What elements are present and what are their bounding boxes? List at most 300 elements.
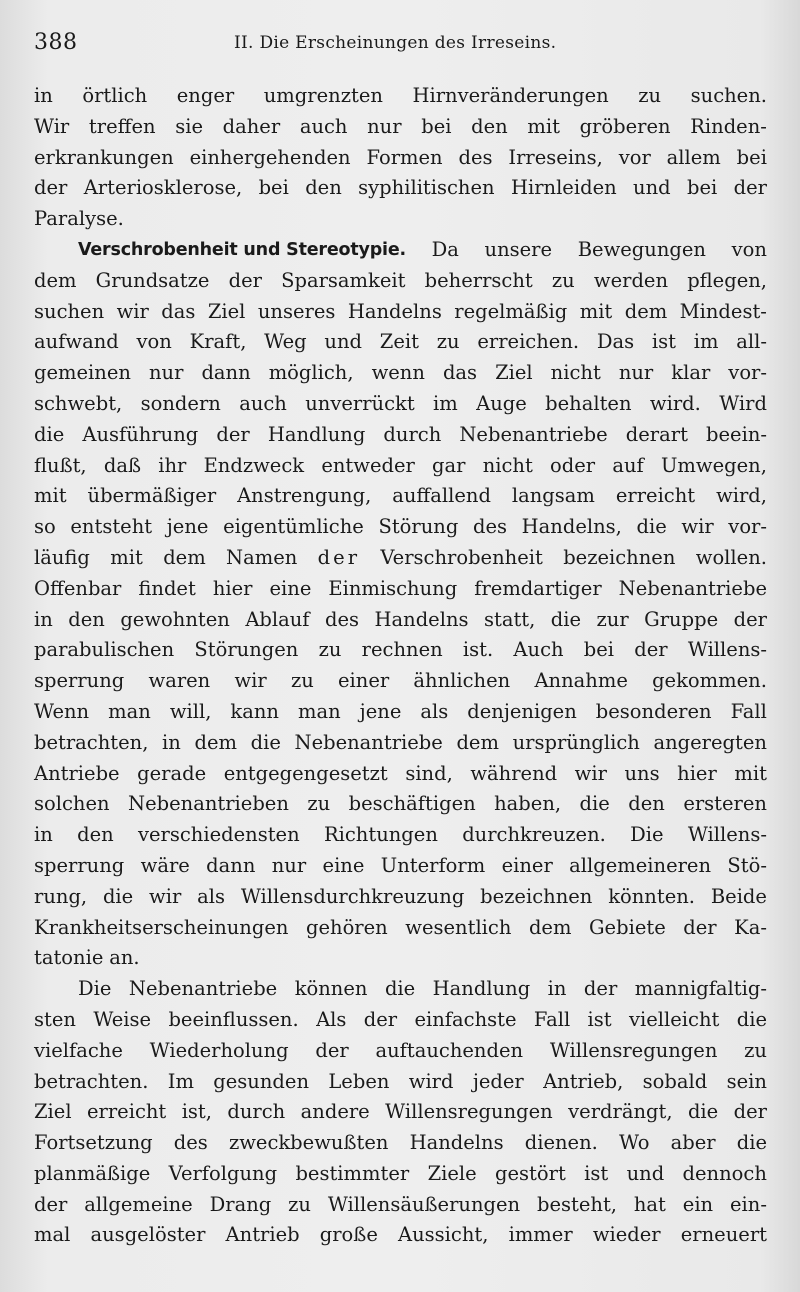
word: Krankheitserscheinungen (34, 915, 289, 939)
word: erneuert (680, 1223, 767, 1247)
word: Zeit (379, 330, 419, 354)
word: allgemeine (84, 1192, 193, 1216)
word: waren (148, 669, 211, 693)
word: treffen (88, 114, 156, 138)
word: können (294, 977, 368, 1001)
word: beherrscht (424, 268, 533, 292)
word: mit (110, 545, 143, 569)
text-line (34, 1067, 767, 1098)
word: zu (288, 1192, 311, 1216)
word: mit (34, 484, 67, 508)
word: Einmischung (328, 576, 458, 600)
word: hat (633, 1192, 666, 1216)
word: die (579, 792, 610, 816)
word: Handelns (409, 1131, 504, 1155)
text-line (34, 789, 767, 820)
word: Störung (378, 515, 459, 539)
word: Unterform (380, 853, 486, 877)
text-line (34, 512, 767, 543)
word: Die (630, 823, 664, 847)
word: gerade (137, 761, 207, 785)
word: beeinflussen. (168, 1007, 299, 1031)
text-line (34, 358, 767, 389)
word: ist (587, 1007, 612, 1031)
word: eine (269, 576, 312, 600)
word: pflegen, (687, 268, 767, 292)
word: einfachste (414, 1007, 517, 1031)
word: auch (239, 391, 287, 415)
page-number: 388 (34, 30, 78, 55)
word: die (102, 884, 134, 908)
word: Handlung (432, 977, 531, 1001)
word: zu (638, 84, 662, 107)
word: nicht (482, 453, 533, 477)
word: die (34, 422, 65, 446)
word: behalten (545, 391, 632, 415)
word: eigentümliche (223, 515, 364, 539)
word: angeregten (653, 730, 767, 754)
text-line (34, 666, 767, 697)
word: tatonie (34, 946, 104, 970)
word: derart (625, 422, 688, 446)
word: gewohnten (120, 607, 230, 631)
word: gestört (495, 1161, 566, 1185)
word: allem (666, 145, 721, 169)
word: läufig (34, 545, 90, 569)
word: mit (527, 114, 560, 138)
word: Willensregungen (549, 1038, 718, 1062)
word: Namen (226, 545, 298, 569)
word: sten (34, 1007, 76, 1031)
word: den (628, 792, 665, 816)
word: Als (316, 1007, 347, 1031)
word: dem (528, 915, 572, 939)
word: Wenn (34, 699, 90, 723)
word: Handelns (347, 299, 442, 323)
word: suchen (34, 299, 105, 323)
word: mal (34, 1223, 71, 1247)
word: bei (258, 176, 289, 200)
word: einer (338, 669, 390, 693)
word: ist. (462, 638, 494, 662)
word: sondern (140, 391, 221, 415)
text-line (34, 420, 767, 451)
word: wieder (592, 1223, 661, 1247)
word: Auch (513, 638, 564, 662)
text-line (34, 1005, 767, 1036)
word: Endzweck (203, 453, 305, 477)
word: gesunden (213, 1069, 310, 1093)
word: Da (431, 237, 459, 261)
word: kann (230, 699, 279, 723)
word: allgemeineren (569, 853, 712, 877)
word: wird. (649, 391, 701, 415)
word: bei (687, 176, 718, 200)
word: der (733, 607, 767, 631)
word: findet (138, 576, 196, 600)
word: unseres (257, 299, 336, 323)
word: Handelns, (521, 515, 622, 539)
word: bezeichnen (563, 545, 676, 569)
word: rechnen (361, 638, 443, 662)
word: erreicht (86, 1100, 167, 1124)
word: vor (618, 145, 651, 169)
word: beschäftigen (348, 792, 476, 816)
word: Arteriosklerose, (83, 176, 243, 200)
word: gekommen. (652, 669, 767, 693)
word: der (34, 1192, 68, 1216)
word: Weise (93, 1007, 152, 1031)
word: nur (271, 853, 307, 877)
word: den (68, 607, 105, 631)
word: jene (166, 515, 209, 539)
word: Stö- (727, 853, 767, 877)
word: Willens- (687, 638, 767, 662)
word: bestimmter (295, 1161, 410, 1185)
word: den (305, 176, 342, 200)
word: Nebenantriebe (618, 576, 767, 600)
text-line (34, 389, 767, 420)
word: wir (574, 761, 607, 785)
word: an. (109, 946, 140, 970)
word: als (420, 699, 449, 723)
word: besteht, (537, 1192, 617, 1216)
word: übermäßiger (87, 484, 217, 508)
word: der (683, 915, 717, 939)
word: ist (584, 1161, 609, 1185)
word: die (550, 607, 582, 631)
word: wird (408, 1069, 454, 1093)
word: sie (175, 114, 203, 138)
word: der (634, 638, 668, 662)
word: des (472, 515, 507, 539)
word: nur (618, 361, 654, 385)
word: der (216, 422, 250, 446)
word: eine (322, 853, 365, 877)
word: Störungen (194, 638, 299, 662)
word: durchkreuzen. (462, 823, 606, 847)
word: möglich, (268, 361, 354, 385)
word: sind, (405, 761, 453, 785)
word: unsere (484, 237, 553, 261)
word: der (733, 1100, 767, 1124)
word: langsam (511, 484, 595, 508)
text-line (34, 605, 767, 636)
text-line (34, 327, 767, 358)
word: zu (318, 638, 342, 662)
word: von (136, 330, 172, 354)
word: zu (307, 792, 331, 816)
word: wir (681, 515, 714, 539)
word: dann (206, 853, 256, 877)
word: Aussicht, (398, 1223, 489, 1247)
word: Die (78, 977, 112, 1001)
word: vielleicht (629, 1007, 720, 1031)
word: ursprünglich (512, 730, 640, 754)
word: dennoch (682, 1161, 767, 1185)
text-line (34, 235, 767, 266)
word: die (736, 1131, 767, 1155)
word: Fortsetzung (34, 1131, 153, 1155)
word: Offenbar (34, 576, 122, 600)
word: Willensregungen (385, 1100, 553, 1124)
word: Hirnleiden (510, 176, 617, 200)
word: Nebenantriebe (128, 977, 278, 1001)
word: Antrieb, (543, 1069, 624, 1093)
text-line (34, 204, 767, 235)
word: im (433, 391, 458, 415)
word: sperrung (34, 853, 125, 877)
section-heading: Verschrobenheit und Stereotypie. (78, 239, 406, 260)
word: Handlung (267, 422, 366, 446)
word: sein (726, 1069, 767, 1093)
word: das (161, 299, 196, 323)
word: entweder (321, 453, 415, 477)
word: Wir (34, 114, 70, 138)
word: wenn (371, 361, 425, 385)
word: wäre (140, 853, 190, 877)
word: werden (593, 268, 669, 292)
word: beein- (706, 422, 767, 446)
word: ersteren (683, 792, 767, 816)
word: wesentlich (405, 915, 512, 939)
word: ist, (181, 1100, 212, 1124)
word: Umwegen, (660, 453, 767, 477)
word: Hirnveränderungen (412, 84, 609, 107)
body-text (34, 81, 767, 1251)
word: jeder (472, 1069, 524, 1093)
word: Ziel (207, 299, 246, 323)
word: ähnlichen (413, 669, 511, 693)
text-line (34, 943, 767, 974)
text-line (34, 574, 767, 605)
word: andere (300, 1100, 370, 1124)
word: als (197, 884, 225, 908)
word: haben, (494, 792, 562, 816)
word: Sparsamkeit (281, 268, 406, 292)
word: während (470, 761, 558, 785)
word: betrachten, (34, 730, 149, 754)
word: erreicht (615, 484, 696, 508)
text-line (34, 1097, 767, 1128)
word: Das (596, 330, 635, 354)
word: der (228, 268, 262, 292)
word: die (250, 730, 281, 754)
word: gemeinen (34, 361, 131, 385)
word: entsteht (70, 515, 153, 539)
word: von (731, 237, 767, 261)
word: gar (432, 453, 466, 477)
text-line (34, 543, 767, 574)
text-line (34, 1036, 767, 1067)
word: Wo (618, 1131, 650, 1155)
word: der (583, 977, 618, 1001)
word: in (34, 607, 53, 631)
word: der (34, 176, 68, 200)
word: die (384, 977, 416, 1001)
word: Rinden- (690, 114, 767, 138)
word: daher (222, 114, 281, 138)
word: Verschrobenheit (380, 545, 543, 569)
word: des (458, 145, 493, 169)
word: die (636, 515, 667, 539)
word: in (34, 823, 53, 847)
word: aber (670, 1131, 716, 1155)
word: sobald (642, 1069, 708, 1093)
word: dem (34, 268, 77, 292)
word: Nebenantriebe (294, 730, 443, 754)
word: ein- (730, 1192, 767, 1216)
word: Fall (730, 699, 767, 723)
word: in (34, 84, 53, 107)
word: bezeichnen (480, 884, 593, 908)
text-line (34, 635, 767, 666)
word: erreichen. (477, 330, 580, 354)
word: der (317, 545, 361, 569)
word: auftauchenden (375, 1038, 524, 1062)
text-line (34, 913, 767, 944)
page-header (34, 30, 764, 60)
word: wollen. (695, 545, 767, 569)
word: fremdartiger (474, 576, 602, 600)
word: aufwand (34, 330, 119, 354)
word: Ausführung (82, 422, 199, 446)
word: sperrung (34, 669, 125, 693)
word: wir (116, 299, 149, 323)
word: denjenigen (467, 699, 577, 723)
word: planmäßige (34, 1161, 151, 1185)
word: nur (367, 114, 402, 138)
word: Verfolgung (168, 1161, 278, 1185)
word: einhergehenden (189, 145, 351, 169)
text-line (34, 1159, 767, 1190)
word: umgrenzten (263, 84, 383, 107)
word: man (108, 699, 151, 723)
word: hier (212, 576, 253, 600)
word: könnten. (608, 884, 695, 908)
word: bei (736, 145, 767, 169)
text-line (34, 266, 767, 297)
word: zu (551, 268, 575, 292)
word: flußt, (34, 453, 87, 477)
word: nicht (550, 361, 601, 385)
text-line (34, 851, 767, 882)
word: zu (290, 669, 314, 693)
word: die (687, 1100, 719, 1124)
word: Gruppe (644, 607, 719, 631)
word: dem (624, 299, 668, 323)
word: in (162, 730, 181, 754)
word: all- (736, 330, 767, 354)
word: vielfache (34, 1038, 123, 1062)
word: daß (103, 453, 141, 477)
word: klar (671, 361, 711, 385)
word: durch (383, 422, 442, 446)
word: die (736, 1007, 767, 1031)
word: dem (194, 730, 237, 754)
word: Formen (366, 145, 443, 169)
word: und (626, 1161, 665, 1185)
word: Richtungen (323, 823, 438, 847)
word: der (733, 176, 767, 200)
word: hier (677, 761, 717, 785)
word: dem (163, 545, 206, 569)
word: betrachten. (34, 1069, 149, 1093)
text-line (34, 297, 767, 328)
word: syphilitischen (358, 176, 495, 200)
word: Leben (328, 1069, 390, 1093)
word: den (471, 114, 508, 138)
word: Grundsatze (95, 268, 210, 292)
word: zu (744, 1038, 767, 1062)
word: Ziel (34, 1100, 72, 1124)
word: gehören (305, 915, 388, 939)
word: entgegengesetzt (223, 761, 388, 785)
word: so (34, 515, 56, 539)
text-line (34, 173, 767, 204)
word: Antrieb (225, 1223, 300, 1247)
word: große (319, 1223, 378, 1247)
word: nur (148, 361, 184, 385)
word: Auge (476, 391, 527, 415)
word: oder (550, 453, 596, 477)
word: zur (596, 607, 629, 631)
word: wir (149, 884, 182, 908)
word: den (77, 823, 114, 847)
word: Anstrengung, (237, 484, 372, 508)
word: bei (421, 114, 452, 138)
text-line (34, 759, 767, 790)
word: bei (583, 638, 615, 662)
text-line (34, 1190, 767, 1221)
word: parabulischen (34, 638, 175, 662)
word: auffallend (392, 484, 491, 508)
text-line (34, 728, 767, 759)
word: mannigfaltig- (634, 977, 767, 1001)
word: zweckbewußten (228, 1131, 389, 1155)
word: vor- (728, 515, 767, 539)
word: immer (508, 1223, 573, 1247)
word: Wiederholung (149, 1038, 289, 1062)
word: mit (734, 761, 767, 785)
word: statt, (483, 607, 536, 631)
word: verdrängt, (568, 1100, 673, 1124)
word: regelmäßig (454, 299, 568, 323)
word: dann (201, 361, 251, 385)
word: Fall (533, 1007, 571, 1031)
word: des (173, 1131, 208, 1155)
text-line (34, 974, 767, 1005)
word: Wird (719, 391, 767, 415)
text-line (34, 1128, 767, 1159)
word: will, (169, 699, 212, 723)
word: örtlich (82, 84, 148, 107)
word: wird, (716, 484, 767, 508)
word: ausgelöster (90, 1223, 206, 1247)
text-line (34, 697, 767, 728)
word: ist (651, 330, 676, 354)
word: im (693, 330, 719, 354)
text-line (34, 81, 767, 112)
word: vor- (728, 361, 767, 385)
word: Ablauf (245, 607, 310, 631)
word: Handelns (374, 607, 469, 631)
word: Ziele (427, 1161, 477, 1185)
word: wir (234, 669, 267, 693)
word: Willensäußerungen (327, 1192, 521, 1216)
word: auch (299, 114, 348, 138)
word: schwebt, (34, 391, 123, 415)
